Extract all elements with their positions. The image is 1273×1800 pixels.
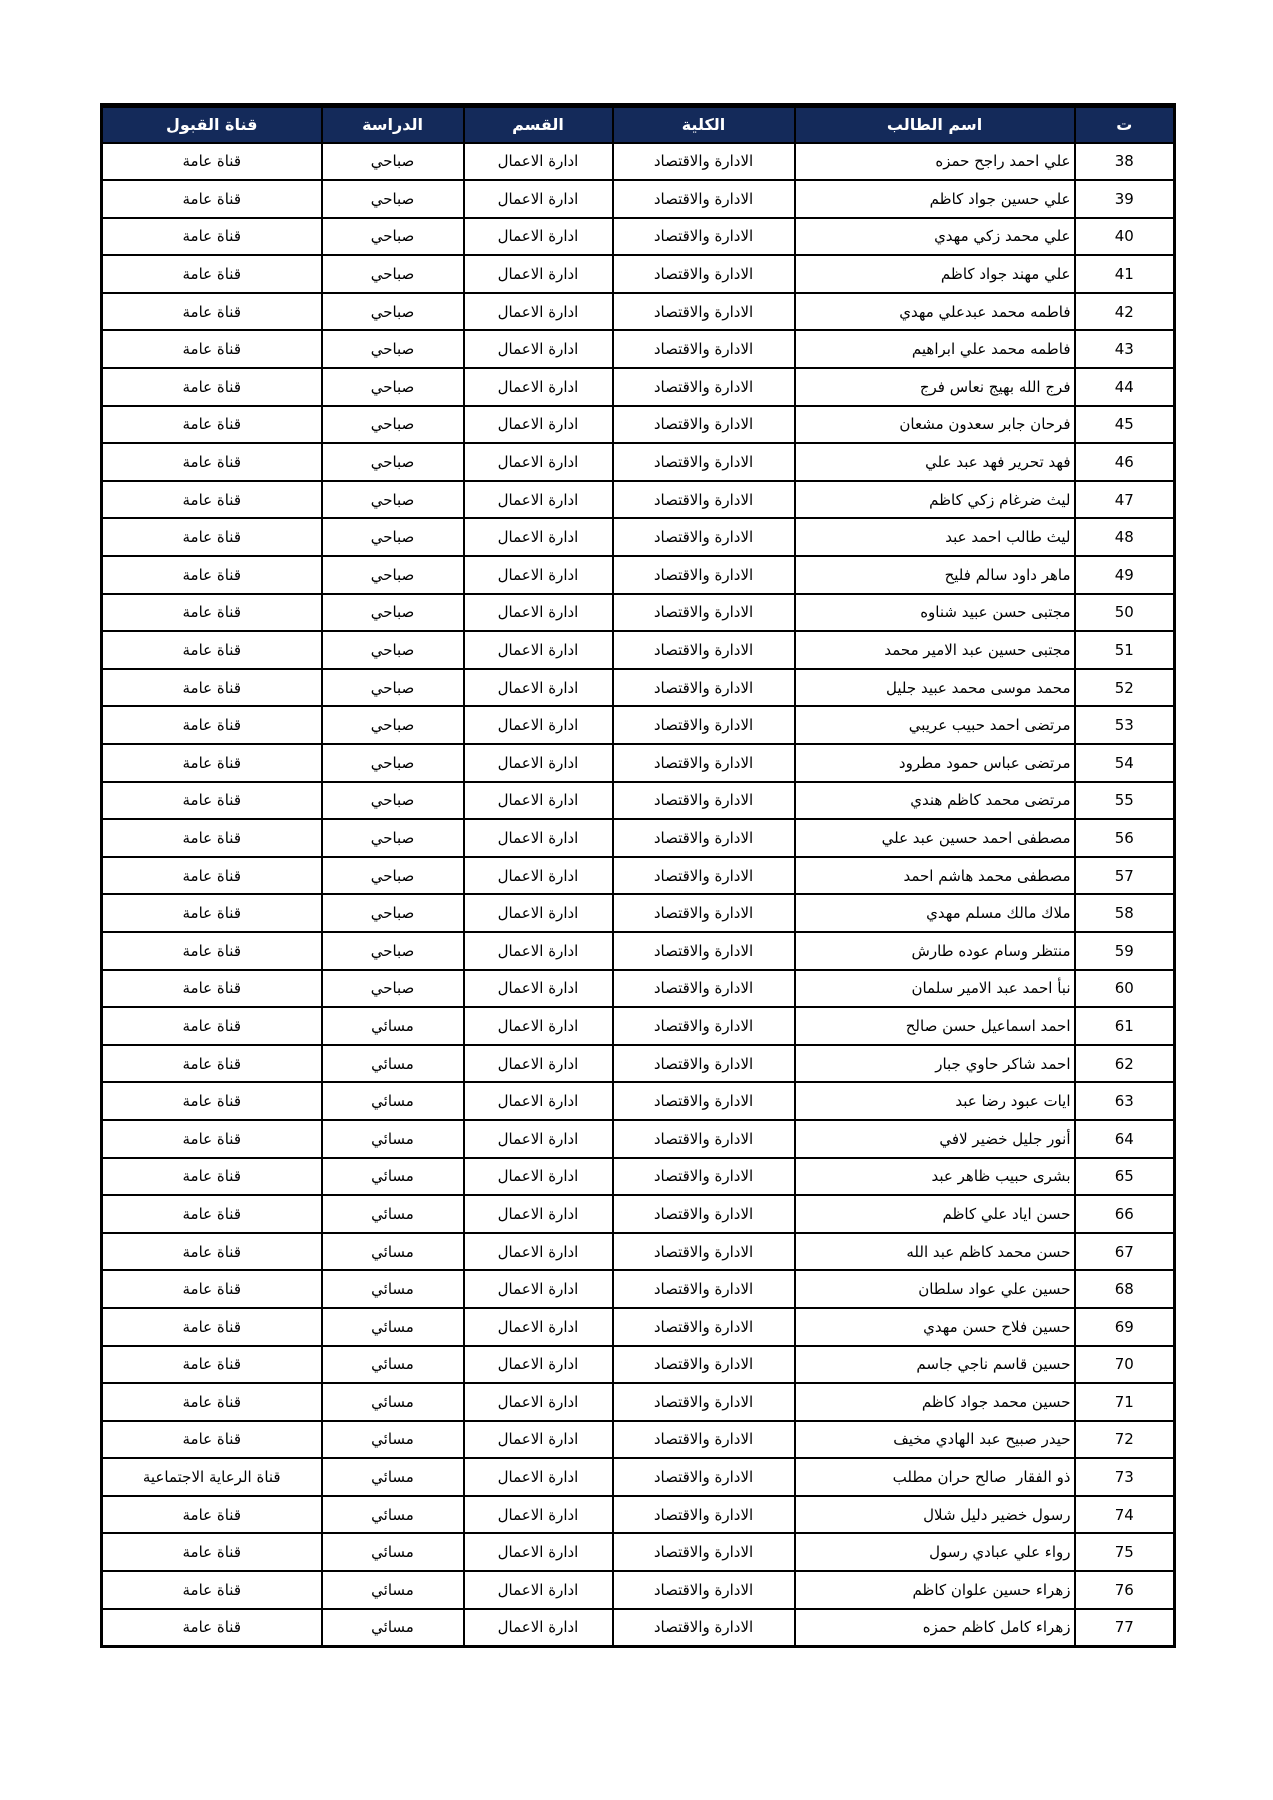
cell-index: 46	[1075, 443, 1175, 481]
cell-department: ادارة الاعمال	[464, 706, 613, 744]
cell-college: الادارة والاقتصاد	[613, 1045, 795, 1083]
cell-college: الادارة والاقتصاد	[613, 1496, 795, 1534]
cell-student-name: علي مهند جواد كاظم	[795, 255, 1075, 293]
table-row	[102, 293, 1175, 331]
cell-student-name: حسين محمد جواد كاظم	[795, 1383, 1075, 1421]
cell-college: الادارة والاقتصاد	[613, 143, 795, 181]
cell-department: ادارة الاعمال	[464, 1007, 613, 1045]
cell-channel: قناة عامة	[102, 443, 322, 481]
cell-study: مسائي	[322, 1571, 464, 1609]
cell-study: صباحي	[322, 894, 464, 932]
cell-student-name: ماهر داود سالم فليح	[795, 556, 1075, 594]
table-row	[102, 1007, 1175, 1045]
cell-student-name: مرتضى احمد حبيب عريبي	[795, 706, 1075, 744]
cell-department: ادارة الاعمال	[464, 1458, 613, 1496]
cell-department: ادارة الاعمال	[464, 1496, 613, 1534]
table-row	[102, 368, 1175, 406]
cell-college: الادارة والاقتصاد	[613, 1158, 795, 1196]
table-row	[102, 932, 1175, 970]
cell-study: مسائي	[322, 1308, 464, 1346]
cell-index: 64	[1075, 1120, 1175, 1158]
cell-channel: قناة عامة	[102, 293, 322, 331]
cell-student-name: زهراء كامل كاظم حمزه	[795, 1609, 1075, 1647]
cell-study: صباحي	[322, 218, 464, 256]
cell-channel: قناة عامة	[102, 1496, 322, 1534]
cell-department: ادارة الاعمال	[464, 293, 613, 331]
cell-index: 74	[1075, 1496, 1175, 1534]
cell-channel: قناة عامة	[102, 631, 322, 669]
cell-channel: قناة عامة	[102, 143, 322, 181]
cell-study: صباحي	[322, 406, 464, 444]
cell-student-name: مجتبى حسين عبد الامير محمد	[795, 631, 1075, 669]
cell-department: ادارة الاعمال	[464, 1158, 613, 1196]
cell-student-name: منتظر وسام عوده طارش	[795, 932, 1075, 970]
table-row	[102, 1609, 1175, 1647]
cell-index: 43	[1075, 330, 1175, 368]
cell-student-name: حسين فلاح حسن مهدي	[795, 1308, 1075, 1346]
table-row	[102, 1458, 1175, 1496]
cell-department: ادارة الاعمال	[464, 1233, 613, 1271]
cell-student-name: نبأ احمد عبد الامير سلمان	[795, 970, 1075, 1008]
cell-index: 69	[1075, 1308, 1175, 1346]
cell-student-name: مرتضى عباس حمود مطرود	[795, 744, 1075, 782]
cell-study: صباحي	[322, 518, 464, 556]
cell-student-name: حيدر صبيح عبد الهادي مخيف	[795, 1421, 1075, 1459]
col-header-department: القسم	[464, 106, 613, 143]
col-header-student-name: اسم الطالب	[795, 106, 1075, 143]
cell-department: ادارة الاعمال	[464, 255, 613, 293]
cell-channel: قناة عامة	[102, 970, 322, 1008]
cell-college: الادارة والاقتصاد	[613, 1195, 795, 1233]
cell-study: صباحي	[322, 330, 464, 368]
cell-channel: قناة عامة	[102, 1383, 322, 1421]
cell-department: ادارة الاعمال	[464, 669, 613, 707]
cell-channel: قناة عامة	[102, 518, 322, 556]
cell-department: ادارة الاعمال	[464, 1421, 613, 1459]
cell-college: الادارة والاقتصاد	[613, 782, 795, 820]
cell-channel: قناة عامة	[102, 406, 322, 444]
cell-study: مسائي	[322, 1421, 464, 1459]
cell-student-name: فهد تحرير فهد عبد علي	[795, 443, 1075, 481]
cell-channel: قناة عامة	[102, 1082, 322, 1120]
cell-college: الادارة والاقتصاد	[613, 1082, 795, 1120]
cell-student-name: فاطمه محمد علي ابراهيم	[795, 330, 1075, 368]
cell-student-name: بشرى حبيب ظاهر عبد	[795, 1158, 1075, 1196]
cell-department: ادارة الاعمال	[464, 1045, 613, 1083]
table-row	[102, 594, 1175, 632]
cell-student-name: ذو الفقار صالح حران مطلب	[795, 1458, 1075, 1496]
cell-college: الادارة والاقتصاد	[613, 744, 795, 782]
cell-index: 55	[1075, 782, 1175, 820]
cell-study: صباحي	[322, 443, 464, 481]
cell-index: 60	[1075, 970, 1175, 1008]
cell-college: الادارة والاقتصاد	[613, 1458, 795, 1496]
cell-index: 75	[1075, 1533, 1175, 1571]
cell-college: الادارة والاقتصاد	[613, 443, 795, 481]
cell-index: 49	[1075, 556, 1175, 594]
cell-college: الادارة والاقتصاد	[613, 1421, 795, 1459]
cell-student-name: فاطمه محمد عبدعلي مهدي	[795, 293, 1075, 331]
cell-index: 42	[1075, 293, 1175, 331]
cell-student-name: مجتبى حسن عبيد شناوه	[795, 594, 1075, 632]
table-row	[102, 782, 1175, 820]
cell-channel: قناة عامة	[102, 1158, 322, 1196]
cell-channel: قناة عامة	[102, 819, 322, 857]
table-row	[102, 894, 1175, 932]
cell-study: مسائي	[322, 1383, 464, 1421]
cell-college: الادارة والاقتصاد	[613, 1346, 795, 1384]
cell-channel: قناة عامة	[102, 669, 322, 707]
cell-channel: قناة عامة	[102, 255, 322, 293]
cell-department: ادارة الاعمال	[464, 1609, 613, 1647]
cell-channel: قناة عامة	[102, 932, 322, 970]
table-row	[102, 970, 1175, 1008]
admission-roster-table	[100, 103, 1176, 1648]
cell-department: ادارة الاعمال	[464, 594, 613, 632]
table-row	[102, 1496, 1175, 1534]
cell-student-name: محمد موسى محمد عبيد جليل	[795, 669, 1075, 707]
cell-department: ادارة الاعمال	[464, 744, 613, 782]
cell-college: الادارة والاقتصاد	[613, 1383, 795, 1421]
cell-department: ادارة الاعمال	[464, 932, 613, 970]
cell-student-name: ملاك مالك مسلم مهدي	[795, 894, 1075, 932]
cell-college: الادارة والاقتصاد	[613, 932, 795, 970]
table-row	[102, 631, 1175, 669]
cell-college: الادارة والاقتصاد	[613, 594, 795, 632]
cell-study: صباحي	[322, 782, 464, 820]
cell-study: مسائي	[322, 1533, 464, 1571]
table-header-row	[102, 106, 1175, 143]
cell-student-name: احمد شاكر حاوي جبار	[795, 1045, 1075, 1083]
cell-college: الادارة والاقتصاد	[613, 970, 795, 1008]
cell-channel: قناة عامة	[102, 1346, 322, 1384]
cell-channel: قناة عامة	[102, 744, 322, 782]
table-row	[102, 706, 1175, 744]
cell-college: الادارة والاقتصاد	[613, 330, 795, 368]
cell-study: مسائي	[322, 1045, 464, 1083]
cell-index: 73	[1075, 1458, 1175, 1496]
cell-student-name: ايات عبود رضا عبد	[795, 1082, 1075, 1120]
cell-student-name: فرج الله بهيج نعاس فرج	[795, 368, 1075, 406]
cell-study: صباحي	[322, 631, 464, 669]
cell-channel: قناة عامة	[102, 1308, 322, 1346]
cell-college: الادارة والاقتصاد	[613, 293, 795, 331]
cell-college: الادارة والاقتصاد	[613, 1308, 795, 1346]
cell-college: الادارة والاقتصاد	[613, 218, 795, 256]
cell-department: ادارة الاعمال	[464, 368, 613, 406]
cell-student-name: احمد اسماعيل حسن صالح	[795, 1007, 1075, 1045]
cell-department: ادارة الاعمال	[464, 857, 613, 895]
cell-index: 62	[1075, 1045, 1175, 1083]
cell-department: ادارة الاعمال	[464, 218, 613, 256]
cell-study: صباحي	[322, 744, 464, 782]
cell-index: 52	[1075, 669, 1175, 707]
cell-study: صباحي	[322, 819, 464, 857]
cell-index: 77	[1075, 1609, 1175, 1647]
cell-study: صباحي	[322, 706, 464, 744]
cell-study: مسائي	[322, 1496, 464, 1534]
cell-index: 54	[1075, 744, 1175, 782]
cell-department: ادارة الاعمال	[464, 180, 613, 218]
cell-student-name: رواء علي عبادي رسول	[795, 1533, 1075, 1571]
cell-department: ادارة الاعمال	[464, 1195, 613, 1233]
cell-study: مسائي	[322, 1082, 464, 1120]
cell-department: ادارة الاعمال	[464, 1120, 613, 1158]
cell-channel: قناة عامة	[102, 330, 322, 368]
cell-index: 40	[1075, 218, 1175, 256]
cell-student-name: علي حسين جواد كاظم	[795, 180, 1075, 218]
table-body	[102, 143, 1175, 1647]
cell-study: صباحي	[322, 180, 464, 218]
cell-student-name: رسول خضير دليل شلال	[795, 1496, 1075, 1534]
cell-study: صباحي	[322, 481, 464, 519]
cell-college: الادارة والاقتصاد	[613, 255, 795, 293]
cell-index: 56	[1075, 819, 1175, 857]
cell-department: ادارة الاعمال	[464, 406, 613, 444]
cell-department: ادارة الاعمال	[464, 970, 613, 1008]
cell-study: مسائي	[322, 1346, 464, 1384]
col-header-channel: قناة القبول	[102, 106, 322, 143]
cell-channel: قناة عامة	[102, 368, 322, 406]
cell-channel: قناة عامة	[102, 218, 322, 256]
cell-student-name: حسين قاسم ناجي جاسم	[795, 1346, 1075, 1384]
cell-department: ادارة الاعمال	[464, 782, 613, 820]
cell-index: 45	[1075, 406, 1175, 444]
cell-channel: قناة عامة	[102, 782, 322, 820]
cell-index: 71	[1075, 1383, 1175, 1421]
cell-index: 65	[1075, 1158, 1175, 1196]
cell-study: صباحي	[322, 143, 464, 181]
cell-study: صباحي	[322, 556, 464, 594]
table-row	[102, 1270, 1175, 1308]
cell-channel: قناة عامة	[102, 594, 322, 632]
cell-department: ادارة الاعمال	[464, 894, 613, 932]
cell-study: مسائي	[322, 1120, 464, 1158]
table-row	[102, 255, 1175, 293]
table-row	[102, 481, 1175, 519]
cell-college: الادارة والاقتصاد	[613, 631, 795, 669]
cell-department: ادارة الاعمال	[464, 143, 613, 181]
cell-channel: قناة عامة	[102, 1609, 322, 1647]
cell-student-name: فرحان جابر سعدون مشعان	[795, 406, 1075, 444]
cell-department: ادارة الاعمال	[464, 1533, 613, 1571]
table-row	[102, 1571, 1175, 1609]
cell-student-name: ليث ضرغام زكي كاظم	[795, 481, 1075, 519]
table-row	[102, 143, 1175, 181]
cell-index: 68	[1075, 1270, 1175, 1308]
cell-index: 41	[1075, 255, 1175, 293]
cell-student-name: حسن محمد كاظم عبد الله	[795, 1233, 1075, 1271]
cell-index: 58	[1075, 894, 1175, 932]
table-row	[102, 180, 1175, 218]
cell-department: ادارة الاعمال	[464, 1571, 613, 1609]
cell-college: الادارة والاقتصاد	[613, 556, 795, 594]
table-row	[102, 1120, 1175, 1158]
cell-department: ادارة الاعمال	[464, 631, 613, 669]
cell-department: ادارة الاعمال	[464, 1383, 613, 1421]
cell-college: الادارة والاقتصاد	[613, 180, 795, 218]
cell-channel: قناة الرعاية الاجتماعية	[102, 1458, 322, 1496]
cell-channel: قناة عامة	[102, 481, 322, 519]
cell-index: 63	[1075, 1082, 1175, 1120]
cell-index: 44	[1075, 368, 1175, 406]
cell-student-name: زهراء حسين علوان كاظم	[795, 1571, 1075, 1609]
cell-index: 39	[1075, 180, 1175, 218]
cell-college: الادارة والاقتصاد	[613, 894, 795, 932]
cell-channel: قناة عامة	[102, 1571, 322, 1609]
cell-study: صباحي	[322, 970, 464, 1008]
cell-study: صباحي	[322, 594, 464, 632]
table-row	[102, 1158, 1175, 1196]
cell-index: 70	[1075, 1346, 1175, 1384]
cell-college: الادارة والاقتصاد	[613, 1120, 795, 1158]
cell-study: مسائي	[322, 1158, 464, 1196]
cell-index: 48	[1075, 518, 1175, 556]
cell-channel: قناة عامة	[102, 1270, 322, 1308]
table-row	[102, 1045, 1175, 1083]
cell-college: الادارة والاقتصاد	[613, 1571, 795, 1609]
cell-college: الادارة والاقتصاد	[613, 1270, 795, 1308]
table-row	[102, 744, 1175, 782]
cell-index: 59	[1075, 932, 1175, 970]
cell-student-name: علي احمد راجح حمزه	[795, 143, 1075, 181]
cell-index: 50	[1075, 594, 1175, 632]
cell-department: ادارة الاعمال	[464, 518, 613, 556]
cell-college: الادارة والاقتصاد	[613, 1007, 795, 1045]
table-row	[102, 819, 1175, 857]
cell-channel: قناة عامة	[102, 1045, 322, 1083]
cell-student-name: مصطفى محمد هاشم احمد	[795, 857, 1075, 895]
cell-study: صباحي	[322, 293, 464, 331]
cell-student-name: ليث طالب احمد عبد	[795, 518, 1075, 556]
cell-study: صباحي	[322, 368, 464, 406]
cell-department: ادارة الاعمال	[464, 1082, 613, 1120]
cell-department: ادارة الاعمال	[464, 819, 613, 857]
cell-college: الادارة والاقتصاد	[613, 706, 795, 744]
table-row	[102, 218, 1175, 256]
cell-study: صباحي	[322, 857, 464, 895]
cell-department: ادارة الاعمال	[464, 481, 613, 519]
cell-department: ادارة الاعمال	[464, 330, 613, 368]
cell-channel: قناة عامة	[102, 1233, 322, 1271]
cell-channel: قناة عامة	[102, 706, 322, 744]
cell-channel: قناة عامة	[102, 1007, 322, 1045]
cell-channel: قناة عامة	[102, 180, 322, 218]
cell-index: 38	[1075, 143, 1175, 181]
cell-study: صباحي	[322, 255, 464, 293]
cell-study: مسائي	[322, 1007, 464, 1045]
cell-college: الادارة والاقتصاد	[613, 669, 795, 707]
cell-student-name: مرتضى محمد كاظم هندي	[795, 782, 1075, 820]
cell-channel: قناة عامة	[102, 1421, 322, 1459]
cell-channel: قناة عامة	[102, 1120, 322, 1158]
cell-index: 76	[1075, 1571, 1175, 1609]
cell-department: ادارة الاعمال	[464, 556, 613, 594]
cell-department: ادارة الاعمال	[464, 1346, 613, 1384]
table-row	[102, 1308, 1175, 1346]
cell-study: مسائي	[322, 1195, 464, 1233]
table-row	[102, 1383, 1175, 1421]
cell-index: 53	[1075, 706, 1175, 744]
cell-index: 47	[1075, 481, 1175, 519]
table-row	[102, 857, 1175, 895]
cell-channel: قناة عامة	[102, 1533, 322, 1571]
cell-study: صباحي	[322, 932, 464, 970]
cell-index: 72	[1075, 1421, 1175, 1459]
cell-index: 51	[1075, 631, 1175, 669]
cell-college: الادارة والاقتصاد	[613, 1533, 795, 1571]
cell-college: الادارة والاقتصاد	[613, 518, 795, 556]
col-header-index: ت	[1075, 106, 1175, 143]
cell-college: الادارة والاقتصاد	[613, 368, 795, 406]
cell-department: ادارة الاعمال	[464, 1308, 613, 1346]
table-row	[102, 406, 1175, 444]
cell-index: 57	[1075, 857, 1175, 895]
cell-student-name: أنور جليل خضير لافي	[795, 1120, 1075, 1158]
cell-channel: قناة عامة	[102, 894, 322, 932]
cell-channel: قناة عامة	[102, 857, 322, 895]
cell-study: مسائي	[322, 1233, 464, 1271]
table-row	[102, 1421, 1175, 1459]
cell-channel: قناة عامة	[102, 556, 322, 594]
cell-study: مسائي	[322, 1270, 464, 1308]
table-row	[102, 556, 1175, 594]
table-row	[102, 669, 1175, 707]
cell-department: ادارة الاعمال	[464, 1270, 613, 1308]
cell-study: صباحي	[322, 669, 464, 707]
table-row	[102, 1346, 1175, 1384]
cell-index: 66	[1075, 1195, 1175, 1233]
table-row	[102, 443, 1175, 481]
cell-college: الادارة والاقتصاد	[613, 1609, 795, 1647]
cell-college: الادارة والاقتصاد	[613, 819, 795, 857]
cell-channel: قناة عامة	[102, 1195, 322, 1233]
table-row	[102, 1082, 1175, 1120]
cell-study: مسائي	[322, 1609, 464, 1647]
cell-index: 67	[1075, 1233, 1175, 1271]
cell-college: الادارة والاقتصاد	[613, 481, 795, 519]
cell-student-name: علي محمد زكي مهدي	[795, 218, 1075, 256]
col-header-study: الدراسة	[322, 106, 464, 143]
table-row	[102, 1195, 1175, 1233]
cell-study: مسائي	[322, 1458, 464, 1496]
cell-student-name: حسن اياد علي كاظم	[795, 1195, 1075, 1233]
cell-student-name: حسين علي عواد سلطان	[795, 1270, 1075, 1308]
table-row	[102, 1533, 1175, 1571]
admission-roster	[100, 103, 1176, 1648]
cell-index: 61	[1075, 1007, 1175, 1045]
table-row	[102, 330, 1175, 368]
table-row	[102, 518, 1175, 556]
col-header-college: الكلية	[613, 106, 795, 143]
table-row	[102, 1233, 1175, 1271]
cell-college: الادارة والاقتصاد	[613, 406, 795, 444]
cell-college: الادارة والاقتصاد	[613, 1233, 795, 1271]
cell-department: ادارة الاعمال	[464, 443, 613, 481]
cell-student-name: مصطفى احمد حسين عبد علي	[795, 819, 1075, 857]
cell-college: الادارة والاقتصاد	[613, 857, 795, 895]
